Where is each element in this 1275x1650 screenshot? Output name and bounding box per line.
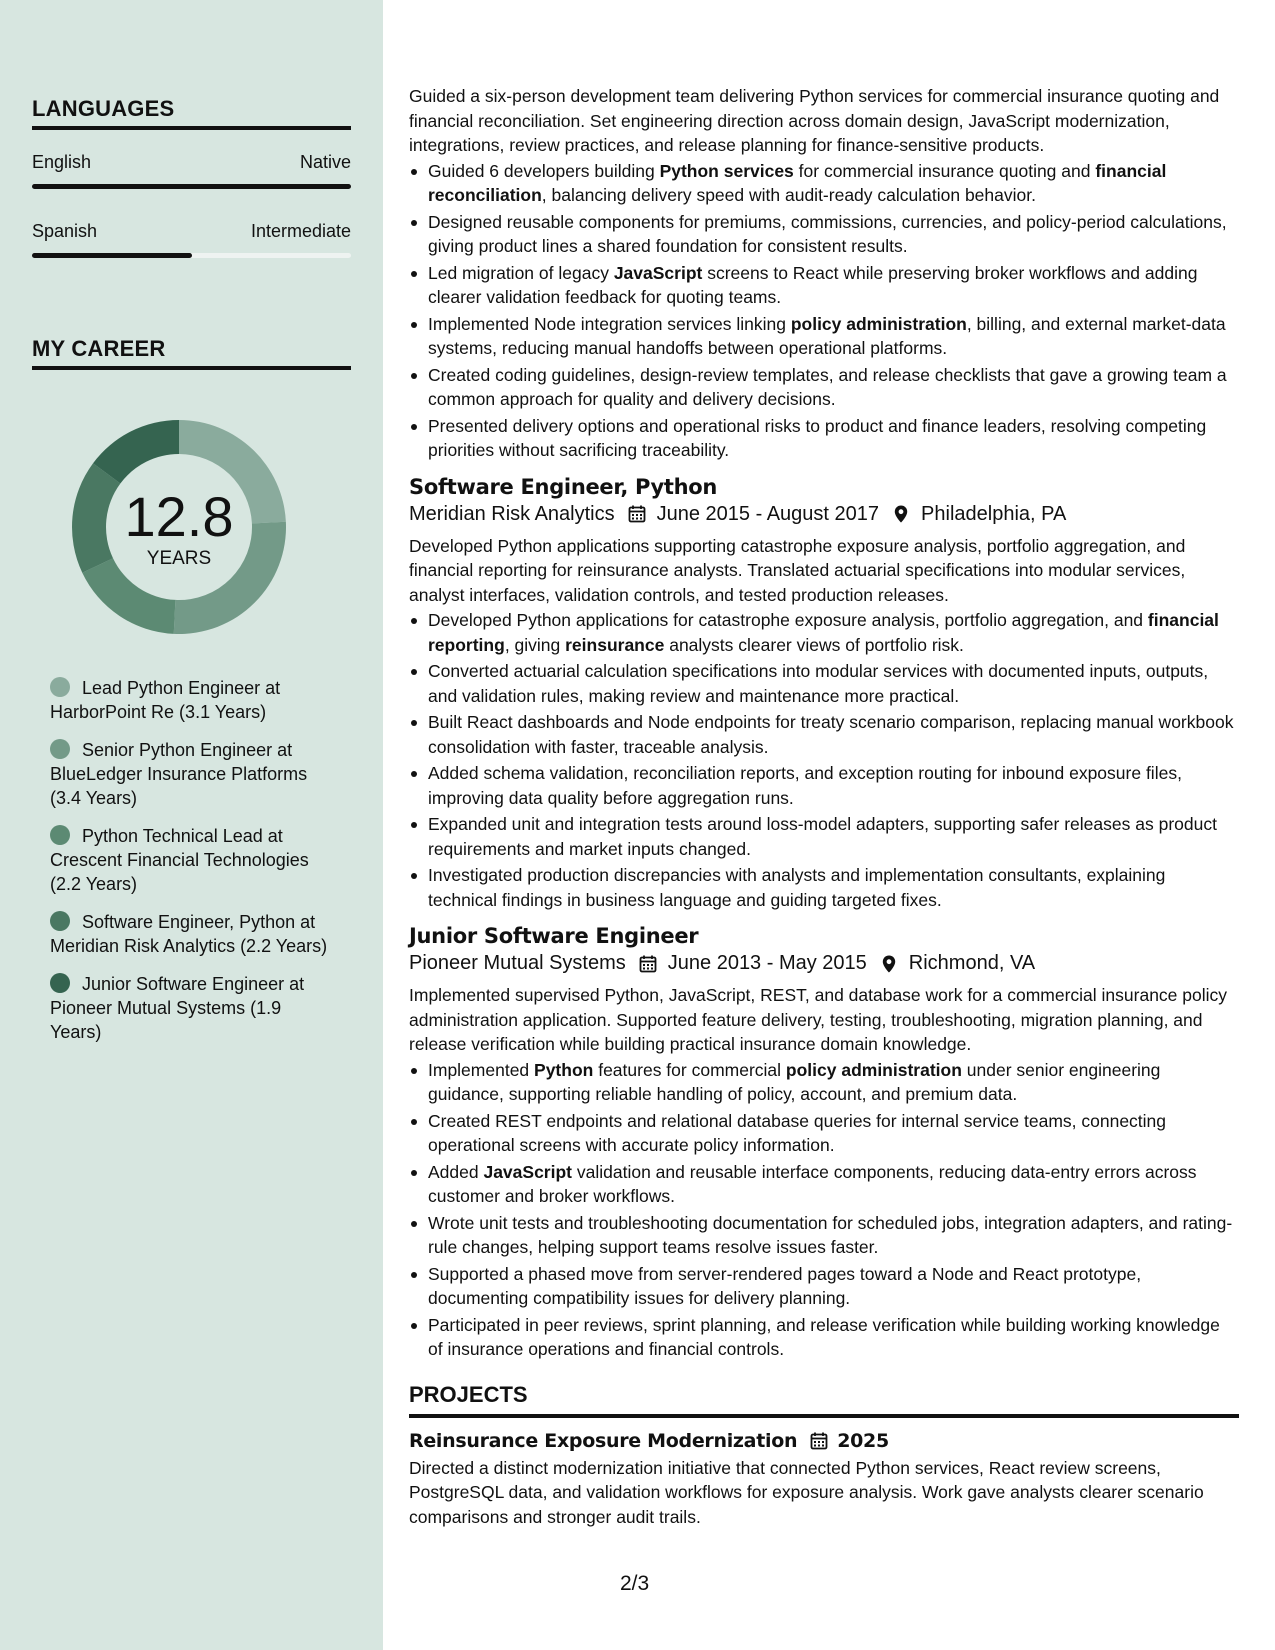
bullet-item: Built React dashboards and Node endpoints for treaty scenario comparison, replacing manual workbook consolidation with faster, traceable analysis.	[409, 710, 1239, 759]
project-header	[409, 1430, 1239, 1452]
bullet-item: Participated in peer reviews, sprint planning, and release verification while building working knowledge of insurance operations and financial controls.	[409, 1313, 1239, 1362]
language-name: English	[32, 152, 92, 172]
career-title: MY CAREER	[32, 336, 166, 361]
career-legend	[50, 676, 335, 1058]
project-name: Reinsurance Exposure Modernization	[409, 1429, 798, 1452]
legend-dot-icon	[50, 911, 70, 931]
bullet-item: Implemented Python features for commercial policy administration under senior engineering guidance, supporting reliable handling of policy, account, and premium data.	[409, 1058, 1239, 1107]
location-pin-icon	[891, 504, 911, 524]
job-summary: Implemented supervised Python, JavaScript, REST, and database work for a commercial insurance policy administration application. Supported feature delivery, testing, troubleshooting, migration planning, and release verification while building practical insurance domain knowledge.	[409, 985, 1228, 1054]
bullet-item: Converted actuarial calculation specifications into modular services with documented inputs, outputs, and validation rules, making review and maintenance more practical.	[409, 659, 1239, 708]
languages-title: LANGUAGES	[32, 96, 175, 121]
legend-dot-icon	[50, 825, 70, 845]
legend-label: Python Technical Lead at Crescent Financial Technologies (2.2 Years)	[50, 826, 309, 894]
languages-rule	[32, 126, 351, 130]
legend-label: Junior Software Engineer at Pioneer Mutual Systems (1.9 Years)	[50, 974, 305, 1042]
calendar-icon	[638, 954, 658, 974]
bullet-item: Presented delivery options and operational risks to product and finance leaders, resolving competing priorities without sacrificing traceability.	[409, 414, 1239, 463]
location-pin-icon	[879, 954, 899, 974]
job-bullet-list	[409, 1058, 1239, 1362]
job-bullet-list	[409, 608, 1239, 912]
job-dates: June 2013 - May 2015	[667, 952, 867, 974]
bullet-item: Added JavaScript validation and reusable interface components, reducing data-entry errors across customer and broker workflows.	[409, 1160, 1239, 1209]
language-name: Spanish	[32, 221, 98, 241]
calendar-icon	[627, 504, 647, 524]
language-bar-fill	[32, 184, 351, 189]
bullet-item: Added schema validation, reconciliation reports, and exception routing for inbound exposure files, improving data quality before aggregation runs.	[409, 761, 1239, 810]
project-description: Directed a distinct modernization initiative that connected Python services, React review screens, PostgreSQL data, and validation workflows for exposure analysis. Work gave analysts clearer scenario comparisons and stronger audit trails.	[409, 1457, 1204, 1527]
language-row-english	[32, 152, 351, 173]
job-dates: June 2015 - August 2017	[656, 502, 880, 525]
job-entry	[409, 475, 1239, 913]
legend-dot-icon	[50, 677, 70, 697]
career-donut-chart	[66, 414, 292, 640]
page-number: 2/3	[620, 1572, 650, 1595]
bullet-item: Developed Python applications for catastrophe exposure analysis, portfolio aggregation, and financial reporting, giving reinsurance analysts clearer views of portfolio risk.	[409, 608, 1239, 657]
language-bar-spanish	[32, 253, 351, 258]
intro-bullet-list	[409, 159, 1239, 463]
projects-rule	[409, 1414, 1239, 1418]
intro-summary: Guided a six-person development team delivering Python services for commercial insurance quoting and financial reconciliation. Set engineering direction across domain design, JavaScript modernization, integrations, review practices, and release planning for finance-sensitive products.	[409, 86, 1220, 155]
bullet-item: Investigated production discrepancies with analysts and implementation consultants, explaining technical findings in business language and guiding targeted fixes.	[409, 863, 1239, 912]
total-years-value: 12.8	[124, 485, 234, 548]
career-rule	[32, 366, 351, 370]
projects-list	[409, 1430, 1239, 1530]
bullet-item: Expanded unit and integration tests around loss-model adapters, supporting safer releases as product requirements and market inputs changed.	[409, 812, 1239, 861]
job-company: Meridian Risk Analytics	[409, 502, 615, 525]
career-legend-item	[50, 824, 335, 896]
sidebar	[0, 0, 383, 1650]
total-years-label: YEARS	[146, 548, 212, 569]
bullet-item: Implemented Node integration services linking policy administration, billing, and external market-data systems, reducing manual handoffs between operational platforms.	[409, 312, 1239, 361]
legend-label: Software Engineer, Python at Meridian Risk Analytics (2.2 Years)	[50, 912, 328, 956]
career-legend-item	[50, 972, 335, 1044]
job-meta	[409, 503, 1239, 526]
job-location: Philadelphia, PA	[921, 502, 1067, 525]
career-legend-item	[50, 676, 335, 724]
bullet-item: Led migration of legacy JavaScript screens to React while preserving broker workflows and adding clearer validation feedback for quoting teams.	[409, 261, 1239, 310]
legend-dot-icon	[50, 739, 70, 759]
language-level: Native	[299, 152, 351, 172]
language-bar-fill	[32, 253, 192, 258]
job-summary: Developed Python applications supporting catastrophe exposure analysis, portfolio aggregation, and financial reporting for reinsurance analysts. Translated actuarial specifications into modular services, analyst interfaces, validation controls, and tested production releases.	[409, 535, 1186, 605]
bullet-item: Guided 6 developers building Python services for commercial insurance quoting and financial reconciliation, balancing delivery speed with audit-ready calculation behavior.	[409, 159, 1239, 208]
job-entry	[409, 924, 1239, 1362]
language-level: Intermediate	[250, 221, 351, 241]
bullet-item: Designed reusable components for premiums, commissions, currencies, and policy-period calculations, giving product lines a shared foundation for consistent results.	[409, 210, 1239, 259]
career-legend-item	[50, 738, 335, 810]
job-meta	[409, 952, 1239, 975]
language-row-spanish	[32, 221, 351, 242]
legend-label: Senior Python Engineer at BlueLedger Insurance Platforms (3.4 Years)	[50, 740, 308, 808]
project-year: 2025	[837, 1429, 889, 1452]
job-company: Pioneer Mutual Systems	[409, 952, 626, 974]
main-content	[409, 84, 1239, 1529]
job-location: Richmond, VA	[908, 952, 1036, 974]
bullet-item: Created coding guidelines, design-review templates, and release checklists that gave a growing team a common approach for quality and delivery decisions.	[409, 363, 1239, 412]
projects-title: PROJECTS	[409, 1381, 528, 1407]
legend-dot-icon	[50, 973, 70, 993]
language-bar-english	[32, 184, 351, 189]
bullet-item: Wrote unit tests and troubleshooting documentation for scheduled jobs, integration adapters, and rating-rule changes, helping support teams resolve issues faster.	[409, 1211, 1239, 1260]
job-title: Junior Software Engineer	[409, 924, 699, 948]
calendar-icon	[809, 1431, 829, 1451]
bullet-item: Created REST endpoints and relational database queries for internal service teams, connecting operational screens with accurate policy information.	[409, 1109, 1239, 1158]
career-legend-item	[50, 910, 335, 958]
donut-center	[66, 414, 292, 640]
job-title: Software Engineer, Python	[409, 474, 718, 499]
jobs-list	[409, 475, 1239, 1362]
project-entry	[409, 1430, 1239, 1530]
legend-label: Lead Python Engineer at HarborPoint Re (3.1 Years)	[50, 678, 281, 722]
bullet-item: Supported a phased move from server-rendered pages toward a Node and React prototype, documenting compatibility issues for delivery planning.	[409, 1262, 1239, 1311]
